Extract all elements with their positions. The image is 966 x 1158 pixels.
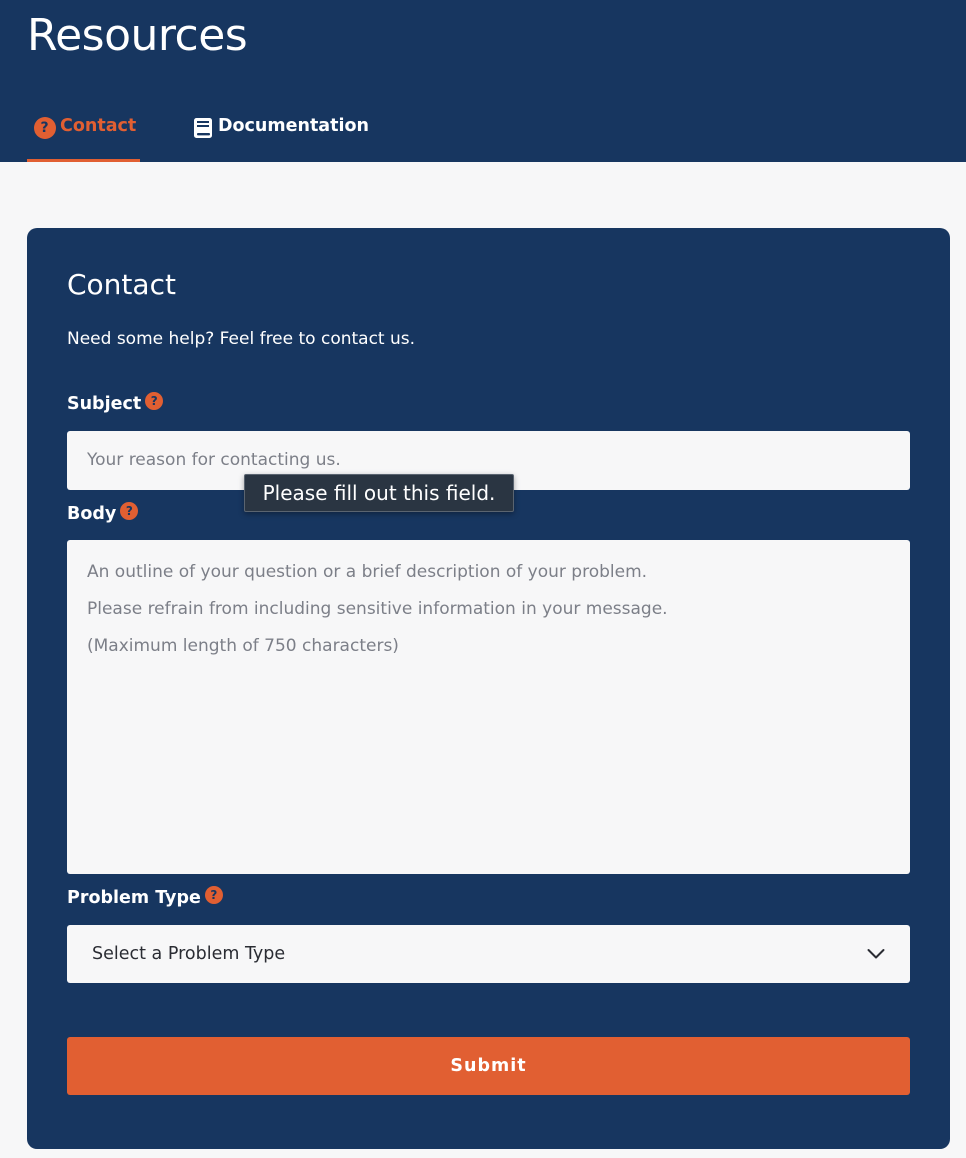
tab-documentation-label: Documentation [218,116,369,136]
body-textarea[interactable] [67,540,910,874]
subject-label-text: Subject [67,394,142,414]
contact-form-card [27,228,950,1149]
problem-type-help-icon[interactable]: ? [205,886,223,904]
body-label-text: Body [67,504,117,524]
body-help-icon[interactable]: ? [120,502,138,520]
book-icon [191,116,214,139]
problem-type-select[interactable] [67,925,910,983]
tab-documentation[interactable] [191,116,369,162]
problem-type-label-text: Problem Type [67,888,201,908]
subject-label [67,394,163,414]
page-title: Resources [27,10,248,61]
form-title: Contact [67,268,176,301]
tab-contact-label: Contact [60,116,137,136]
subject-placeholder: Your reason for contacting us. [87,450,341,470]
question-circle-icon: ? [33,116,56,139]
submit-button[interactable]: Submit [67,1037,910,1095]
tab-contact[interactable] [27,116,140,162]
body-label [67,504,138,524]
body-placeholder-line: Please refrain from including sensitive information in your message. [87,599,668,619]
problem-type-label [67,888,223,908]
form-subtitle: Need some help? Feel free to contact us. [67,329,416,349]
body-placeholder-line: An outline of your question or a brief description of your problem. [87,562,648,582]
chevron-down-icon [867,948,885,960]
validation-tooltip: Please fill out this field. [244,474,514,512]
header [0,0,966,162]
subject-help-icon[interactable]: ? [145,392,163,410]
body-placeholder-line: (Maximum length of 750 characters) [87,636,399,656]
problem-type-value: Select a Problem Type [92,944,286,964]
